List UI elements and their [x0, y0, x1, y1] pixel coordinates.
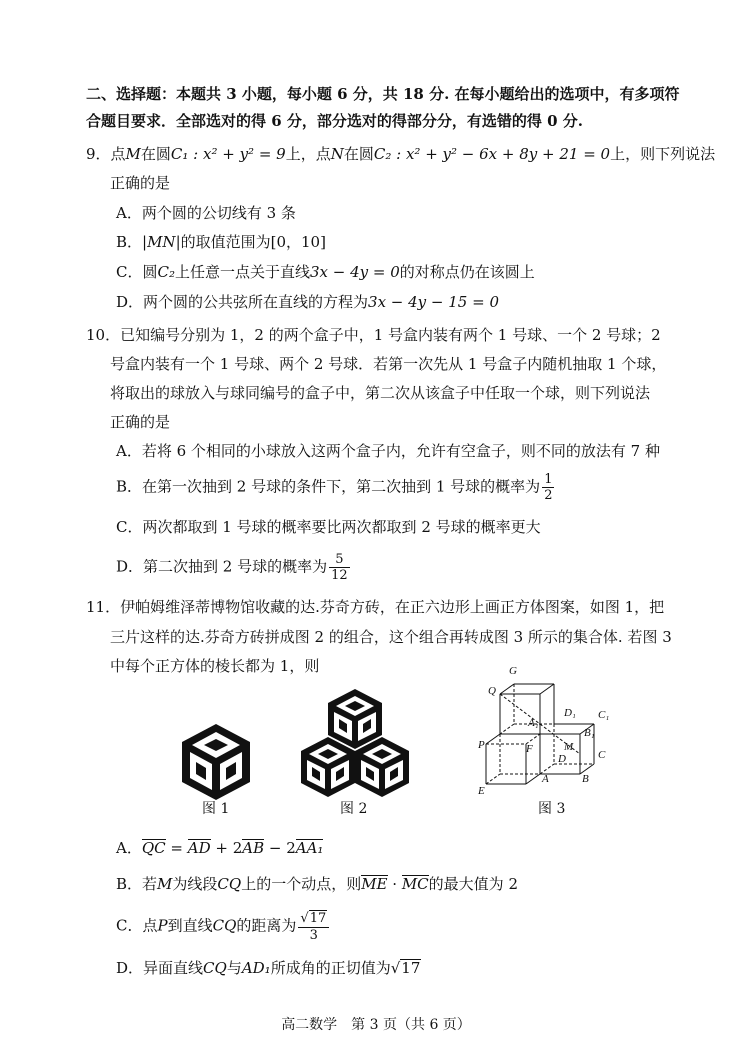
q10-stem-line4: 正确的是	[110, 413, 171, 431]
figure1-cube-tile	[180, 722, 252, 802]
fraction-denominator: 2	[544, 488, 553, 503]
q10-b-text: B．在第一次抽到 2 号球的条件下，第二次抽到 1 号球的概率为	[116, 477, 541, 496]
q11-d-var: AD₁	[241, 959, 271, 977]
q10-b-fraction	[542, 472, 554, 503]
fraction-numerator: 5	[329, 552, 350, 568]
q11-a-op: − 2	[264, 839, 296, 857]
figure3-caption: 图 3	[538, 801, 566, 817]
q11-c-text: C．点	[116, 916, 158, 935]
q10-option-c: C．两次都取到 1 号球的概率要比两次都取到 2 号球的概率更大	[116, 518, 541, 536]
sqrt-radicand: 17	[401, 959, 421, 977]
q10-stem-line3: 将取出的球放入与球同编号的盒子中，第二次从该盒子中任取一个球，则下列说法	[110, 384, 651, 402]
point-label-b: B	[582, 773, 589, 785]
fraction-numerator: √17	[298, 910, 329, 928]
q9-circle1: C₁ : x² + y² = 9	[170, 145, 286, 163]
q9-c-text: C．圆	[116, 263, 158, 281]
q11-a-op: =	[165, 839, 188, 857]
q10-option-a: A．若将 6 个相同的小球放入这两个盒子内，允许有空盒子，则不同的放法有 7 种	[116, 442, 660, 460]
q11-c-var: CQ	[212, 916, 237, 935]
q10-d-fraction	[329, 552, 350, 583]
point-label-d: D	[558, 753, 566, 765]
fraction-denominator: 12	[331, 568, 348, 583]
q11-b-text: 为线段	[172, 875, 218, 893]
q9-text: 9．点	[86, 145, 126, 163]
point-label-m: M	[564, 741, 574, 753]
q11-option-a	[116, 838, 323, 858]
q9-stem-line2: 正确的是	[110, 174, 171, 192]
q11-c-fraction	[298, 910, 329, 943]
point-label-f: F	[526, 743, 533, 755]
point-label-a: A	[542, 773, 549, 785]
q11-a-text: A．	[116, 839, 142, 857]
q9-stem-line1	[86, 144, 715, 164]
fraction-denominator: 3	[309, 928, 318, 943]
vector-ab: AB	[242, 839, 265, 857]
figure1-caption: 图 1	[202, 801, 230, 817]
sqrt-radicand: 17	[309, 911, 327, 926]
q9-c-circle: C₂	[157, 263, 175, 281]
point-label-c1: C₁	[598, 709, 610, 721]
q9-d-line-eq: 3x − 4y − 15 = 0	[368, 293, 499, 311]
q11-stem-line2: 三片这样的达.芬奇方砖拼成图 2 的组合，这个组合再转成图 3 所示的集合体. 若图 3	[110, 628, 672, 646]
q9-text: 在圆	[140, 145, 171, 163]
q11-option-b	[116, 874, 518, 894]
q9-b-text: B．|	[116, 233, 148, 251]
vector-ad: AD	[187, 839, 211, 857]
q9-option-a: A．两个圆的公切线有 3 条	[116, 204, 296, 222]
fraction-numerator: 1	[544, 472, 553, 487]
section-heading-line1: 二、选择题：本题共 3 小题，每小题 6 分，共 18 分. 在每小题给出的选项中，有多项符	[86, 85, 680, 103]
q11-b-text: 的最大值为 2	[428, 875, 518, 893]
vector-mc: MC	[401, 875, 429, 893]
q10-option-b	[116, 472, 556, 503]
q11-d-text: 与	[226, 959, 242, 977]
vector-qc: QC	[141, 839, 166, 857]
q11-b-var: CQ	[217, 875, 242, 893]
q9-var-n: N	[330, 145, 344, 163]
q11-stem-line1: 11．伊帕姆维泽蒂博物馆收藏的达.芬奇方砖，在正六边形上画正方体图案，如图 1，把	[86, 598, 665, 616]
vector-me: ME	[361, 875, 388, 893]
section-heading-line2: 合题目要求．全部选对的得 6 分，部分选对的得部分分，有选错的得 0 分.	[86, 112, 583, 130]
q11-c-var: P	[157, 916, 168, 935]
q9-b-text: |的取值范围为[0，10]	[175, 233, 326, 251]
q9-option-c	[116, 262, 535, 282]
q9-text: 在圆	[343, 145, 374, 163]
point-label-e: E	[478, 785, 485, 797]
q11-b-op: ·	[387, 875, 402, 893]
q11-d-text: 所成角的正切值为	[270, 959, 391, 977]
vector-aa1: AA₁	[295, 839, 324, 857]
point-label-p: P	[478, 739, 485, 751]
point-label-g: G	[509, 665, 517, 677]
point-label-c: C	[598, 749, 606, 761]
q9-b-var: MN	[147, 233, 176, 251]
q9-var-m: M	[125, 145, 141, 163]
q9-d-text: D．两个圆的公共弦所在直线的方程为	[116, 293, 369, 311]
point-label-a1: A₁	[528, 717, 539, 729]
q9-option-b	[116, 232, 326, 252]
figure3-cube-assembly	[476, 660, 626, 798]
q11-c-text: 到直线	[167, 916, 213, 935]
q9-text: 上，点	[285, 145, 331, 163]
q10-stem-line2: 号盒内装有一个 1 号球、两个 2 号球．若第一次先从 1 号盒子内随机抽取 1 个球，	[110, 355, 667, 373]
q11-d-text: D．异面直线	[116, 959, 204, 977]
q11-b-text: B．若	[116, 875, 158, 893]
point-label-q: Q	[488, 685, 496, 697]
q11-d-var: CQ	[203, 959, 227, 977]
q9-text: 上，则下列说法	[610, 145, 716, 163]
figure2-caption: 图 2	[340, 801, 368, 817]
q10-stem-line1: 10．已知编号分别为 1，2 的两个盒子中，1 号盒内装有两个 1 号球、一个 2 号球；2	[86, 326, 661, 344]
q11-b-text: 上的一个动点，则	[241, 875, 362, 893]
q9-c-text: 上任意一点关于直线	[174, 263, 310, 281]
point-label-b1: B₁	[584, 727, 595, 739]
q11-a-op: + 2	[210, 839, 243, 857]
q10-d-text: D．第二次抽到 2 号球的概率为	[116, 557, 328, 576]
q11-c-text: 的距离为	[236, 916, 297, 935]
q10-option-d	[116, 552, 352, 583]
q9-c-text: 的对称点仍在该圆上	[399, 263, 535, 281]
q9-c-line-eq: 3x − 4y = 0	[310, 263, 400, 281]
figure2-tile-group	[300, 688, 410, 806]
q11-b-var: M	[157, 875, 173, 893]
q11-option-c	[116, 910, 331, 943]
q9-circle2: C₂ : x² + y² − 6x + 8y + 21 = 0	[373, 145, 611, 163]
page-footer: 高二数学 第 3 页（共 6 页）	[281, 1017, 471, 1033]
q9-option-d	[116, 292, 499, 312]
point-label-d1: D₁	[564, 707, 576, 719]
q11-option-d: D．异面直线CQ与AD₁所成角的正切值为√17	[116, 959, 421, 977]
q11-stem-line3: 中每个正方体的棱长都为 1，则	[110, 657, 320, 675]
